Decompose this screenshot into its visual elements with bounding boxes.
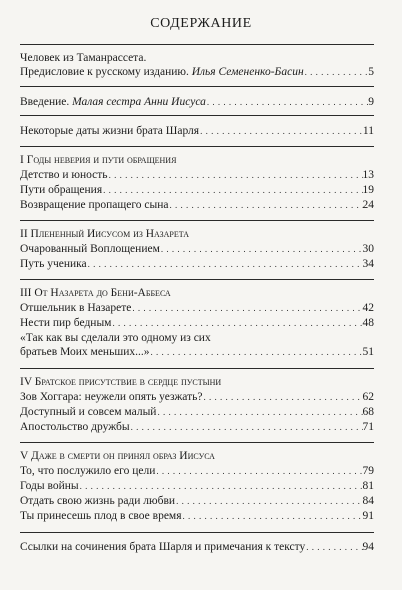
- toc-entry-label: Доступный и совсем малый: [20, 406, 157, 418]
- toc-entry-label: Зов Хоггара: неужели опять уезжать?: [20, 391, 203, 403]
- toc-section-4-heading: IV Братское присутствие в сердце пустыни: [20, 376, 222, 388]
- toc-entry-label: Предисловие к русскому изданию.: [20, 66, 192, 78]
- toc-section-5-heading: V Даже в смерти он принял образ Иисуса: [20, 450, 215, 462]
- toc-entry-label: То, что послужило его цели: [20, 465, 156, 477]
- toc-entry-label: Введение.: [20, 96, 73, 108]
- leader-dots: [182, 509, 363, 523]
- toc-entry-feast-poor[interactable]: [20, 316, 374, 330]
- toc-entry-page: 5: [368, 66, 374, 78]
- leader-dots: [87, 257, 363, 271]
- toc-entry-page: 51: [362, 346, 374, 358]
- toc-entry-war-years[interactable]: [20, 479, 374, 493]
- leader-dots: [199, 124, 363, 138]
- toc-entry-page: 13: [362, 169, 374, 181]
- section-divider: [20, 86, 374, 87]
- toc-entry-page: 94: [362, 541, 374, 553]
- leader-dots: [102, 183, 362, 197]
- leader-dots: [108, 168, 363, 182]
- section-divider: [20, 44, 374, 45]
- toc-entry-dates[interactable]: [20, 124, 374, 138]
- toc-entry-label: Пути обращения: [20, 184, 103, 196]
- toc-entry-page: 48: [362, 317, 374, 329]
- toc-entry-page: 81: [362, 480, 374, 492]
- page-title: СОДЕРЖАНИЕ: [150, 16, 252, 31]
- leader-dots: [79, 479, 363, 493]
- toc-entry-friendship[interactable]: [20, 420, 374, 434]
- section-divider: [20, 220, 374, 221]
- toc-entry-introduction[interactable]: [20, 95, 374, 109]
- toc-entry-page: 11: [362, 125, 374, 137]
- toc-entry-page: 9: [368, 96, 374, 108]
- toc-entry-page: 84: [362, 495, 374, 507]
- toc-entry-label: Ты принесешь плод в свое время: [20, 510, 182, 522]
- toc-entry-label: Годы войны: [20, 480, 79, 492]
- toc-entry-disciple-path[interactable]: [20, 257, 374, 271]
- toc-entry-least-brothers-line1[interactable]: «Так как вы сделали это одному из сих: [20, 332, 211, 344]
- toc-entry-label: Ссылки на сочинения брата Шарля и примечания к тексту: [20, 541, 306, 553]
- toc-entry-page: 62: [362, 391, 374, 403]
- toc-entry-least-brothers[interactable]: [20, 345, 374, 359]
- leader-dots: [160, 242, 363, 256]
- section-divider: [20, 368, 374, 369]
- toc-entry-page: 71: [362, 421, 374, 433]
- toc-entry-page: 30: [362, 243, 374, 255]
- leader-dots: [175, 494, 362, 508]
- toc-entry-hermit[interactable]: [20, 301, 374, 315]
- toc-entry-label: Очарованный Воплощением: [20, 243, 160, 255]
- section-divider: [20, 442, 374, 443]
- toc-entry-prodigal-son[interactable]: [20, 198, 374, 212]
- leader-dots: [169, 198, 363, 212]
- toc-entry-give-life[interactable]: [20, 494, 374, 508]
- section-divider: [20, 146, 374, 147]
- toc-entry-label: Апостольство дружбы: [20, 421, 130, 433]
- toc-entry-bear-fruit[interactable]: [20, 509, 374, 523]
- toc-entry-incarnation[interactable]: [20, 242, 374, 256]
- toc-entry-preface[interactable]: [20, 65, 374, 79]
- toc-entry-served-purpose[interactable]: [20, 464, 374, 478]
- toc-entry-accessible[interactable]: [20, 405, 374, 419]
- toc-entry-page: 91: [362, 510, 374, 522]
- leader-dots: [131, 301, 362, 315]
- leader-dots: [304, 65, 369, 79]
- toc-entry-page: 42: [362, 302, 374, 314]
- toc-section-2-heading: II Плененный Иисусом из Назарета: [20, 228, 190, 240]
- toc-entry-page: 68: [362, 406, 374, 418]
- toc-entry-label: Отдать свою жизнь ради любви: [20, 495, 176, 507]
- toc-entry-label: Возвращение пропащего сына: [20, 199, 169, 211]
- section-divider: [20, 279, 374, 280]
- toc-entry-childhood[interactable]: [20, 168, 374, 182]
- toc-section-3-heading: III От Назарета до Бени-Аббеса: [20, 287, 171, 299]
- toc-entry-references[interactable]: [20, 540, 374, 554]
- toc-entry-label: братьев Моих меньших...»: [20, 346, 150, 358]
- leader-dots: [149, 345, 362, 359]
- leader-dots: [111, 316, 362, 330]
- leader-dots: [305, 540, 362, 554]
- leader-dots: [203, 390, 363, 404]
- toc-entry-page: 34: [362, 258, 374, 270]
- toc-entry-hoggar-call[interactable]: [20, 390, 374, 404]
- toc-heading-preface-group: Человек из Таманрассета.: [20, 52, 147, 64]
- toc-entry-label: Нести пир бедным: [20, 317, 112, 329]
- toc-entry-page: 19: [362, 184, 374, 196]
- section-divider: [20, 532, 374, 533]
- toc-entry-page: 24: [362, 199, 374, 211]
- toc-entry-label: Некоторые даты жизни брата Шарля: [20, 125, 200, 137]
- toc-entry-page: 79: [362, 465, 374, 477]
- toc-entry-conversion-paths[interactable]: [20, 183, 374, 197]
- leader-dots: [130, 420, 363, 434]
- toc-entry-label: Отшельник в Назарете: [20, 302, 132, 314]
- leader-dots: [156, 405, 362, 419]
- toc-entry-author: Малая сестра Анни Иисуса: [72, 96, 206, 108]
- leader-dots: [155, 464, 362, 478]
- toc-section-1-heading: I Годы неверия и пути обращения: [20, 154, 177, 166]
- toc-entry-label: Путь ученика: [20, 258, 87, 270]
- leader-dots: [206, 95, 368, 109]
- section-divider: [20, 115, 374, 116]
- toc-entry-label: Детство и юность: [20, 169, 108, 181]
- toc-entry-author: Илья Семененко-Басин: [191, 66, 304, 78]
